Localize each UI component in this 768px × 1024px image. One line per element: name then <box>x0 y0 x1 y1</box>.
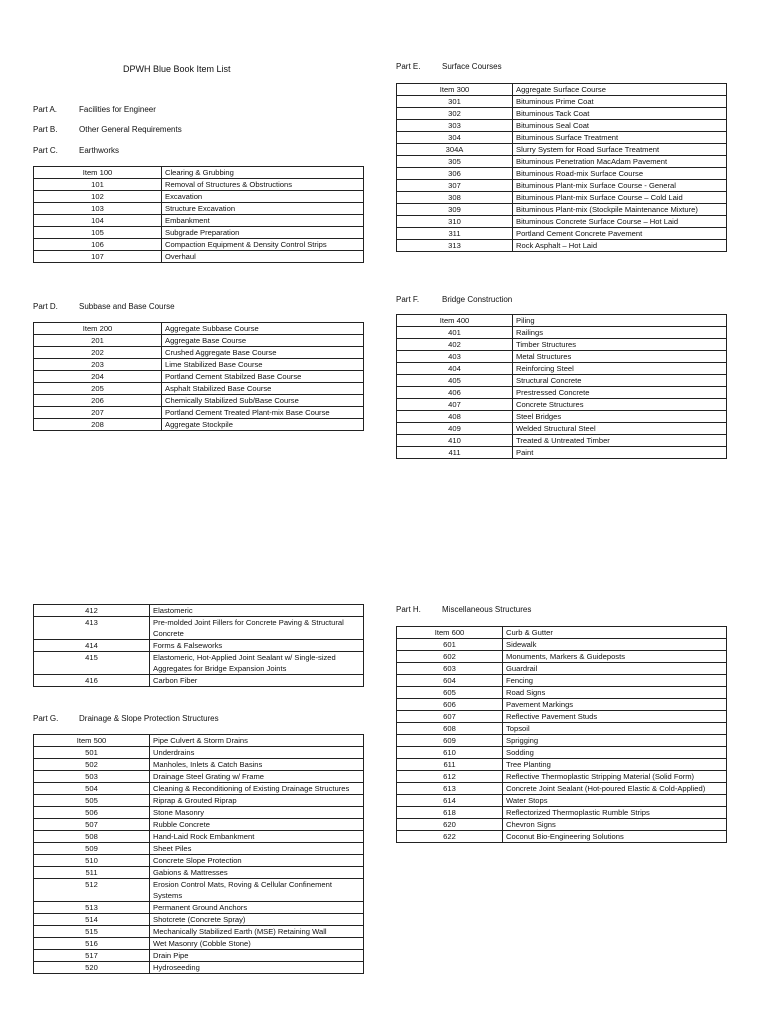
item-number: 208 <box>34 419 162 431</box>
item-description: Concrete Structures <box>513 399 727 411</box>
item-number: 603 <box>397 663 503 675</box>
part-f-heading <box>396 295 512 304</box>
item-description: Bituminous Plant-mix Surface Course - General <box>513 180 727 192</box>
item-description: Permanent Ground Anchors <box>150 902 364 914</box>
item-number: 610 <box>397 747 503 759</box>
item-number: 404 <box>397 363 513 375</box>
item-number: 402 <box>397 339 513 351</box>
item-description: Bituminous Penetration MacAdam Pavement <box>513 156 727 168</box>
item-number: 515 <box>34 926 150 938</box>
item-description: Curb & Gutter <box>503 627 727 639</box>
item-description: Sprigging <box>503 735 727 747</box>
item-description: Road Signs <box>503 687 727 699</box>
item-number: 107 <box>34 251 162 263</box>
item-number: 313 <box>397 240 513 252</box>
part-h-label: Part H. <box>396 605 421 614</box>
table-row <box>34 335 364 347</box>
item-description: Portland Cement Stabilzed Base Course <box>162 371 364 383</box>
item-number: 512 <box>34 879 150 902</box>
part-b-name: Other General Requirements <box>79 125 182 134</box>
item-number: 304 <box>397 132 513 144</box>
table-row <box>397 795 727 807</box>
item-description: Pre-molded Joint Fillers for Concrete Paving & Structural Concrete <box>150 617 364 640</box>
item-number: 606 <box>397 699 503 711</box>
item-description: Aggregate Subbase Course <box>162 323 364 335</box>
table-row <box>397 783 727 795</box>
table-row <box>397 675 727 687</box>
item-description: Coconut Bio-Engineering Solutions <box>503 831 727 843</box>
table-row <box>397 327 727 339</box>
item-number: 403 <box>397 351 513 363</box>
item-description: Portland Cement Treated Plant-mix Base Course <box>162 407 364 419</box>
item-number: 204 <box>34 371 162 383</box>
item-number: 202 <box>34 347 162 359</box>
table-row <box>34 831 364 843</box>
item-description: Hand-Laid Rock Embankment <box>150 831 364 843</box>
item-description: Overhaul <box>162 251 364 263</box>
item-description: Bituminous Road-mix Surface Course <box>513 168 727 180</box>
item-description: Tree Planting <box>503 759 727 771</box>
table-row <box>34 323 364 335</box>
table-row <box>397 411 727 423</box>
table-row <box>397 192 727 204</box>
table-row <box>397 315 727 327</box>
table-row <box>34 735 364 747</box>
item-number: 303 <box>397 120 513 132</box>
part-e-name: Surface Courses <box>442 62 502 71</box>
item-description: Paint <box>513 447 727 459</box>
item-number: 510 <box>34 855 150 867</box>
table-row <box>34 783 364 795</box>
item-number: 520 <box>34 962 150 974</box>
item-number: 411 <box>397 447 513 459</box>
item-description: Structural Concrete <box>513 375 727 387</box>
item-description: Embankment <box>162 215 364 227</box>
item-description: Piling <box>513 315 727 327</box>
item-description: Mechanically Stabilized Earth (MSE) Retaining Wall <box>150 926 364 938</box>
item-description: Excavation <box>162 191 364 203</box>
item-description: Manholes, Inlets & Catch Basins <box>150 759 364 771</box>
item-description: Carbon Fiber <box>150 675 364 687</box>
table-row <box>34 251 364 263</box>
table-row <box>34 675 364 687</box>
part-h-heading <box>396 605 531 614</box>
item-number: Item 600 <box>397 627 503 639</box>
item-number: 513 <box>34 902 150 914</box>
table-row <box>397 108 727 120</box>
item-description: Rubble Concrete <box>150 819 364 831</box>
item-number: 101 <box>34 179 162 191</box>
item-number: 205 <box>34 383 162 395</box>
item-number: 612 <box>397 771 503 783</box>
item-number: 415 <box>34 652 150 675</box>
table-row <box>397 216 727 228</box>
item-number: 416 <box>34 675 150 687</box>
table-row <box>397 144 727 156</box>
item-description: Riprap & Grouted Riprap <box>150 795 364 807</box>
table-row <box>397 807 727 819</box>
item-description: Shotcrete (Concrete Spray) <box>150 914 364 926</box>
table-row <box>34 395 364 407</box>
item-number: 201 <box>34 335 162 347</box>
item-number: 507 <box>34 819 150 831</box>
table-row <box>397 132 727 144</box>
item-description: Forms & Falseworks <box>150 640 364 652</box>
item-description: Monuments, Markers & Guideposts <box>503 651 727 663</box>
item-description: Structure Excavation <box>162 203 364 215</box>
table-row <box>397 375 727 387</box>
item-number: 622 <box>397 831 503 843</box>
item-description: Drain Pipe <box>150 950 364 962</box>
table-row <box>397 96 727 108</box>
table-row <box>34 383 364 395</box>
document-title: DPWH Blue Book Item List <box>123 64 231 74</box>
item-number: 305 <box>397 156 513 168</box>
item-description: Bituminous Prime Coat <box>513 96 727 108</box>
item-number: 414 <box>34 640 150 652</box>
item-number: 306 <box>397 168 513 180</box>
item-description: Prestressed Concrete <box>513 387 727 399</box>
item-number: 206 <box>34 395 162 407</box>
item-description: Sheet Piles <box>150 843 364 855</box>
table-row <box>34 640 364 652</box>
part-g-label: Part G. <box>33 714 59 723</box>
table-row <box>34 227 364 239</box>
table-row <box>34 867 364 879</box>
item-description: Chemically Stabilized Sub/Base Course <box>162 395 364 407</box>
part-c-label: Part C. <box>33 146 58 155</box>
table-row <box>34 902 364 914</box>
item-description: Sidewalk <box>503 639 727 651</box>
earthworks-table <box>33 166 364 263</box>
table-row <box>34 203 364 215</box>
item-number: 401 <box>397 327 513 339</box>
item-number: 406 <box>397 387 513 399</box>
part-a-heading <box>33 105 156 114</box>
item-description: Pipe Culvert & Storm Drains <box>150 735 364 747</box>
item-number: Item 400 <box>397 315 513 327</box>
item-description: Cleaning & Reconditioning of Existing Drainage Structures <box>150 783 364 795</box>
item-number: 508 <box>34 831 150 843</box>
item-description: Aggregate Base Course <box>162 335 364 347</box>
item-description: Aggregate Surface Course <box>513 84 727 96</box>
item-number: 602 <box>397 651 503 663</box>
part-h-name: Miscellaneous Structures <box>442 605 532 614</box>
item-description: Railings <box>513 327 727 339</box>
item-description: Welded Structural Steel <box>513 423 727 435</box>
table-row <box>34 605 364 617</box>
item-description: Crushed Aggregate Base Course <box>162 347 364 359</box>
item-description: Reflective Pavement Studs <box>503 711 727 723</box>
table-row <box>34 771 364 783</box>
table-row <box>397 351 727 363</box>
item-number: 310 <box>397 216 513 228</box>
item-description: Fencing <box>503 675 727 687</box>
item-number: Item 500 <box>34 735 150 747</box>
item-description: Bituminous Surface Treatment <box>513 132 727 144</box>
table-row <box>34 747 364 759</box>
table-row <box>397 651 727 663</box>
table-row <box>34 167 364 179</box>
item-description: Asphalt Stabilized Base Course <box>162 383 364 395</box>
table-row <box>397 771 727 783</box>
item-description: Treated & Untreated Timber <box>513 435 727 447</box>
part-c-heading <box>33 146 119 155</box>
item-description: Stone Masonry <box>150 807 364 819</box>
item-description: Slurry System for Road Surface Treatment <box>513 144 727 156</box>
item-number: 608 <box>397 723 503 735</box>
item-number: 308 <box>397 192 513 204</box>
table-row <box>397 711 727 723</box>
item-number: 618 <box>397 807 503 819</box>
drainage-table <box>33 734 364 974</box>
table-row <box>397 627 727 639</box>
item-description: Metal Structures <box>513 351 727 363</box>
item-description: Hydroseeding <box>150 962 364 974</box>
item-description: Reinforcing Steel <box>513 363 727 375</box>
table-row <box>34 950 364 962</box>
table-row <box>397 699 727 711</box>
item-description: Reflective Thermoplastic Stripping Material (Solid Form) <box>503 771 727 783</box>
item-description: Bituminous Plant-mix Surface Course – Cold Laid <box>513 192 727 204</box>
item-number: Item 200 <box>34 323 162 335</box>
item-number: 502 <box>34 759 150 771</box>
item-number: 604 <box>397 675 503 687</box>
item-description: Rock Asphalt – Hot Laid <box>513 240 727 252</box>
table-row <box>397 639 727 651</box>
part-d-name: Subbase and Base Course <box>79 302 175 311</box>
part-a-label: Part A. <box>33 105 58 114</box>
table-row <box>34 407 364 419</box>
table-row <box>34 795 364 807</box>
part-d-label: Part D. <box>33 302 58 311</box>
item-number: 514 <box>34 914 150 926</box>
item-number: 207 <box>34 407 162 419</box>
item-description: Sodding <box>503 747 727 759</box>
table-row <box>397 180 727 192</box>
part-e-heading <box>396 62 502 71</box>
item-number: Item 100 <box>34 167 162 179</box>
part-a-name: Facilities for Engineer <box>79 105 156 114</box>
table-row <box>34 759 364 771</box>
item-number: 412 <box>34 605 150 617</box>
table-row <box>397 435 727 447</box>
table-row <box>397 399 727 411</box>
table-row <box>34 879 364 902</box>
item-number: 609 <box>397 735 503 747</box>
table-row <box>34 807 364 819</box>
item-description: Guardrail <box>503 663 727 675</box>
table-row <box>34 843 364 855</box>
item-number: 505 <box>34 795 150 807</box>
table-row <box>397 240 727 252</box>
item-number: 506 <box>34 807 150 819</box>
table-row <box>397 447 727 459</box>
item-description: Chevron Signs <box>503 819 727 831</box>
bridge-construction-table <box>396 314 727 459</box>
table-row <box>397 687 727 699</box>
table-row <box>34 652 364 675</box>
item-number: 104 <box>34 215 162 227</box>
item-number: Item 300 <box>397 84 513 96</box>
item-number: 203 <box>34 359 162 371</box>
item-number: 302 <box>397 108 513 120</box>
item-number: 601 <box>397 639 503 651</box>
table-row <box>34 419 364 431</box>
table-row <box>34 962 364 974</box>
item-description: Erosion Control Mats, Roving & Cellular Confinement Systems <box>150 879 364 902</box>
table-row <box>397 735 727 747</box>
table-row <box>397 120 727 132</box>
table-row <box>34 371 364 383</box>
item-number: 102 <box>34 191 162 203</box>
table-row <box>397 723 727 735</box>
table-row <box>397 747 727 759</box>
item-description: Removal of Structures & Obstructions <box>162 179 364 191</box>
item-description: Portland Cement Concrete Pavement <box>513 228 727 240</box>
item-number: 607 <box>397 711 503 723</box>
item-description: Reflectorized Thermoplastic Rumble Strips <box>503 807 727 819</box>
item-number: 511 <box>34 867 150 879</box>
item-description: Bituminous Plant-mix (Stockpile Maintenance Mixture) <box>513 204 727 216</box>
item-number: 504 <box>34 783 150 795</box>
item-number: 309 <box>397 204 513 216</box>
table-row <box>34 819 364 831</box>
table-row <box>34 914 364 926</box>
item-description: Underdrains <box>150 747 364 759</box>
table-row <box>397 339 727 351</box>
item-number: 301 <box>397 96 513 108</box>
item-description: Wet Masonry (Cobble Stone) <box>150 938 364 950</box>
part-g-heading <box>33 714 219 723</box>
item-description: Clearing & Grubbing <box>162 167 364 179</box>
item-description: Elastomeric <box>150 605 364 617</box>
item-description: Concrete Joint Sealant (Hot-poured Elastic & Cold-Applied) <box>503 783 727 795</box>
bridge-construction-continued-table <box>33 604 364 687</box>
item-number: 311 <box>397 228 513 240</box>
item-number: 409 <box>397 423 513 435</box>
item-number: 620 <box>397 819 503 831</box>
item-number: 509 <box>34 843 150 855</box>
item-number: 613 <box>397 783 503 795</box>
item-description: Concrete Slope Protection <box>150 855 364 867</box>
item-number: 614 <box>397 795 503 807</box>
item-description: Aggregate Stockpile <box>162 419 364 431</box>
part-d-heading <box>33 302 175 311</box>
table-row <box>34 347 364 359</box>
item-description: Subgrade Preparation <box>162 227 364 239</box>
table-row <box>34 617 364 640</box>
table-row <box>34 215 364 227</box>
table-row <box>34 359 364 371</box>
table-row <box>397 819 727 831</box>
table-row <box>397 831 727 843</box>
item-number: 605 <box>397 687 503 699</box>
surface-courses-table <box>396 83 727 252</box>
table-row <box>34 179 364 191</box>
part-c-name: Earthworks <box>79 146 120 155</box>
table-row <box>397 156 727 168</box>
item-description: Bituminous Concrete Surface Course – Hot Laid <box>513 216 727 228</box>
item-description: Drainage Steel Grating w/ Frame <box>150 771 364 783</box>
item-number: 106 <box>34 239 162 251</box>
table-row <box>397 228 727 240</box>
part-b-label: Part B. <box>33 125 58 134</box>
item-number: 501 <box>34 747 150 759</box>
item-number: 516 <box>34 938 150 950</box>
item-number: 407 <box>397 399 513 411</box>
table-row <box>397 204 727 216</box>
item-description: Elastomeric, Hot-Applied Joint Sealant w/ Single-sized Aggregates for Bridge Expansion Joints <box>150 652 364 675</box>
subbase-table <box>33 322 364 431</box>
table-row <box>397 168 727 180</box>
item-description: Bituminous Tack Coat <box>513 108 727 120</box>
item-description: Bituminous Seal Coat <box>513 120 727 132</box>
table-row <box>34 938 364 950</box>
item-number: 304A <box>397 144 513 156</box>
item-number: 103 <box>34 203 162 215</box>
table-row <box>34 239 364 251</box>
item-number: 405 <box>397 375 513 387</box>
part-g-name: Drainage & Slope Protection Structures <box>79 714 219 723</box>
table-row <box>397 84 727 96</box>
item-number: 105 <box>34 227 162 239</box>
table-row <box>34 926 364 938</box>
item-number: 611 <box>397 759 503 771</box>
part-f-label: Part F. <box>396 295 420 304</box>
item-description: Topsoil <box>503 723 727 735</box>
item-description: Pavement Markings <box>503 699 727 711</box>
item-number: 517 <box>34 950 150 962</box>
part-f-name: Bridge Construction <box>442 295 513 304</box>
table-row <box>397 387 727 399</box>
item-number: 307 <box>397 180 513 192</box>
table-row <box>397 363 727 375</box>
item-description: Gabions & Mattresses <box>150 867 364 879</box>
item-description: Timber Structures <box>513 339 727 351</box>
table-row <box>397 663 727 675</box>
miscellaneous-table <box>396 626 727 843</box>
item-description: Compaction Equipment & Density Control Strips <box>162 239 364 251</box>
item-description: Water Stops <box>503 795 727 807</box>
table-row <box>34 191 364 203</box>
table-row <box>397 423 727 435</box>
item-description: Lime Stabilized Base Course <box>162 359 364 371</box>
item-description: Steel Bridges <box>513 411 727 423</box>
part-e-label: Part E. <box>396 62 421 71</box>
part-b-heading <box>33 125 182 134</box>
item-number: 413 <box>34 617 150 640</box>
item-number: 410 <box>397 435 513 447</box>
table-row <box>34 855 364 867</box>
table-row <box>397 759 727 771</box>
item-number: 503 <box>34 771 150 783</box>
item-number: 408 <box>397 411 513 423</box>
